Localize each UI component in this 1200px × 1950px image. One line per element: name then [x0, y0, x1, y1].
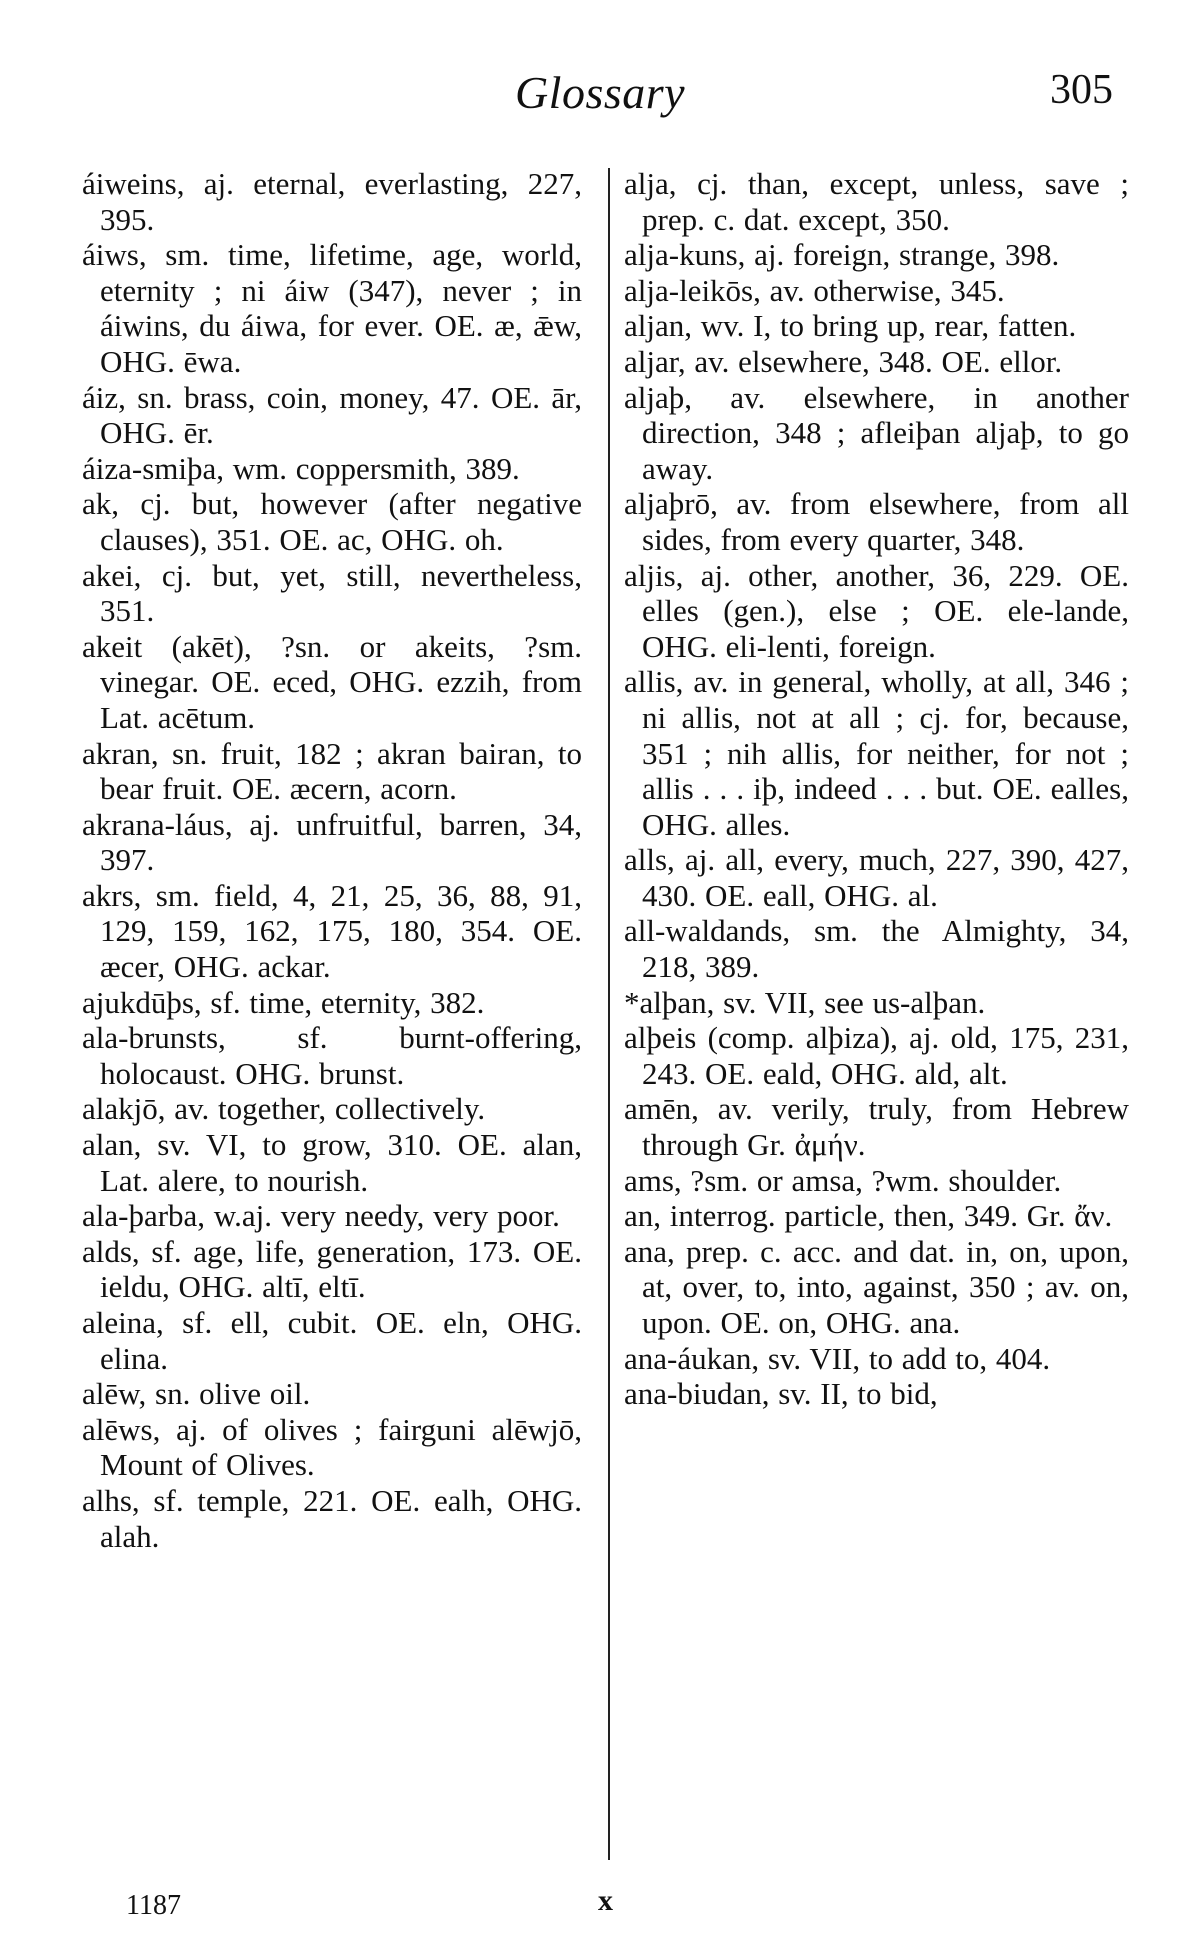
glossary-entry: ana-áukan, sv. VII, to add to, 404. — [624, 1340, 1051, 1376]
sheet-mark: x — [598, 1884, 613, 1917]
glossary-entry: alēw, sn. olive oil. — [82, 1376, 311, 1412]
glossary-entry: amēn, av. verily, truly, from Hebrew through Gr. ἀμήν. — [624, 1091, 1129, 1163]
glossary-entry: akrana-láus, aj. unfruitful, barren, 34, 397. — [82, 806, 582, 878]
glossary-entry: aljan, wv. I, to bring up, rear, fatten. — [624, 308, 1077, 344]
glossary-entry: an, interrog. particle, then, 349. Gr. ἄν. — [624, 1198, 1113, 1234]
running-title: Glossary — [514, 67, 686, 118]
glossary-entry: ak, cj. but, however (after negative clauses), 351. OE. ac, OHG. oh. — [82, 486, 582, 557]
glossary-entry: akrs, sm. field, 4, 21, 25, 36, 88, 91, 129, 159, 162, 175, 180, 354. OE. æcer, OHG. ackar. — [82, 877, 582, 985]
glossary-entry: aljar, av. elsewhere, 348. OE. ellor. — [624, 343, 1063, 379]
glossary-entry: áiza-smiþa, wm. coppersmith, 389. — [82, 450, 520, 486]
glossary-entry: aleina, sf. ell, cubit. OE. eln, OHG. elina. — [82, 1305, 582, 1376]
glossary-entry: alls, aj. all, every, much, 227, 390, 427, 430. OE. eall, OHG. al. — [624, 842, 1129, 913]
glossary-entry: *alþan, sv. VII, see us-alþan. — [624, 984, 986, 1020]
page-number: 305 — [1050, 67, 1113, 113]
glossary-entry: akeit (akēt), ?sn. or akeits, ?sm. vinegar. OE. eced, OHG. ezzih, from Lat. acētum. — [82, 628, 582, 735]
glossary-entry: alja, cj. than, except, unless, save ; prep. c. dat. except, 350. — [624, 166, 1129, 237]
glossary-entry: ana-biudan, sv. II, to bid, — [624, 1376, 938, 1412]
glossary-entry: aljaþ, av. elsewhere, in another direction, 348 ; afleiþan aljaþ, to go away. — [624, 379, 1129, 486]
glossary-entry: akei, cj. but, yet, still, nevertheless, 351. — [82, 557, 582, 629]
glossary-entry: aljis, aj. other, another, 36, 229. OE. elles (gen.), else ; OE. ele-lande, OHG. eli-lenti, foreign. — [624, 557, 1129, 664]
glossary-entry: ams, ?sm. or amsa, ?wm. shoulder. — [624, 1162, 1062, 1198]
glossary-entry: aljaþrō, av. from elsewhere, from all sides, from every quarter, 348. — [624, 486, 1129, 557]
column-divider — [608, 168, 610, 1860]
glossary-entry: ajukdūþs, sf. time, eternity, 382. — [82, 984, 485, 1020]
glossary-entry: alakjō, av. together, collectively. — [82, 1091, 486, 1127]
glossary-entry: ana, prep. c. acc. and dat. in, on, upon, at, over, to, into, against, 350 ; av. on, upon. OE. on, OHG. ana. — [624, 1233, 1129, 1340]
glossary-entry: allis, av. in general, wholly, at all, 346 ; ni allis, not at all ; cj. for, because, 351 ; nih allis, for neither, for not ; allis . . . iþ, indeed . . . but. OE. ealles, OHG. alles. — [624, 664, 1129, 842]
glossary-entry: alþeis (comp. alþiza), aj. old, 175, 231, 243. OE. eald, OHG. ald, alt. — [624, 1020, 1129, 1091]
glossary-entry: ala-þarba, w.aj. very needy, very poor. — [82, 1198, 560, 1234]
glossary-entry: alan, sv. VI, to grow, 310. OE. alan, Lat. alere, to nourish. — [82, 1127, 582, 1198]
glossary-entry: áiweins, aj. eternal, everlasting, 227, 395. — [82, 166, 582, 237]
glossary-entry: alhs, sf. temple, 221. OE. ealh, OHG. alah. — [82, 1482, 582, 1554]
printer-signature: 1187 — [126, 1890, 181, 1921]
glossary-entry: alēws, aj. of olives ; fairguni alēwjō, Mount of Olives. — [82, 1411, 582, 1483]
glossary-entry: áiws, sm. time, lifetime, age, world, eternity ; ni áiw (347), never ; in áiwins, du áiwa, for ever. OE. æ, ǣw, OHG. ēwa. — [82, 237, 582, 379]
glossary-column-left — [82, 166, 582, 1554]
glossary-column-right — [624, 166, 1129, 1412]
glossary-entry: alja-kuns, aj. foreign, strange, 398. — [624, 237, 1060, 273]
glossary-entry: alja-leikōs, av. otherwise, 345. — [624, 272, 1005, 308]
glossary-entry: akran, sn. fruit, 182 ; akran bairan, to bear fruit. OE. æcern, acorn. — [82, 735, 582, 807]
glossary-entry: all-waldands, sm. the Almighty, 34, 218, 389. — [624, 913, 1129, 985]
glossary-entry: ala-brunsts, sf. burnt-offering, holocaust. OHG. brunst. — [82, 1020, 582, 1091]
glossary-entry: áiz, sn. brass, coin, money, 47. OE. ār, OHG. ēr. — [82, 379, 582, 451]
glossary-entry: alds, sf. age, life, generation, 173. OE. ieldu, OHG. altī, eltī. — [82, 1233, 582, 1305]
